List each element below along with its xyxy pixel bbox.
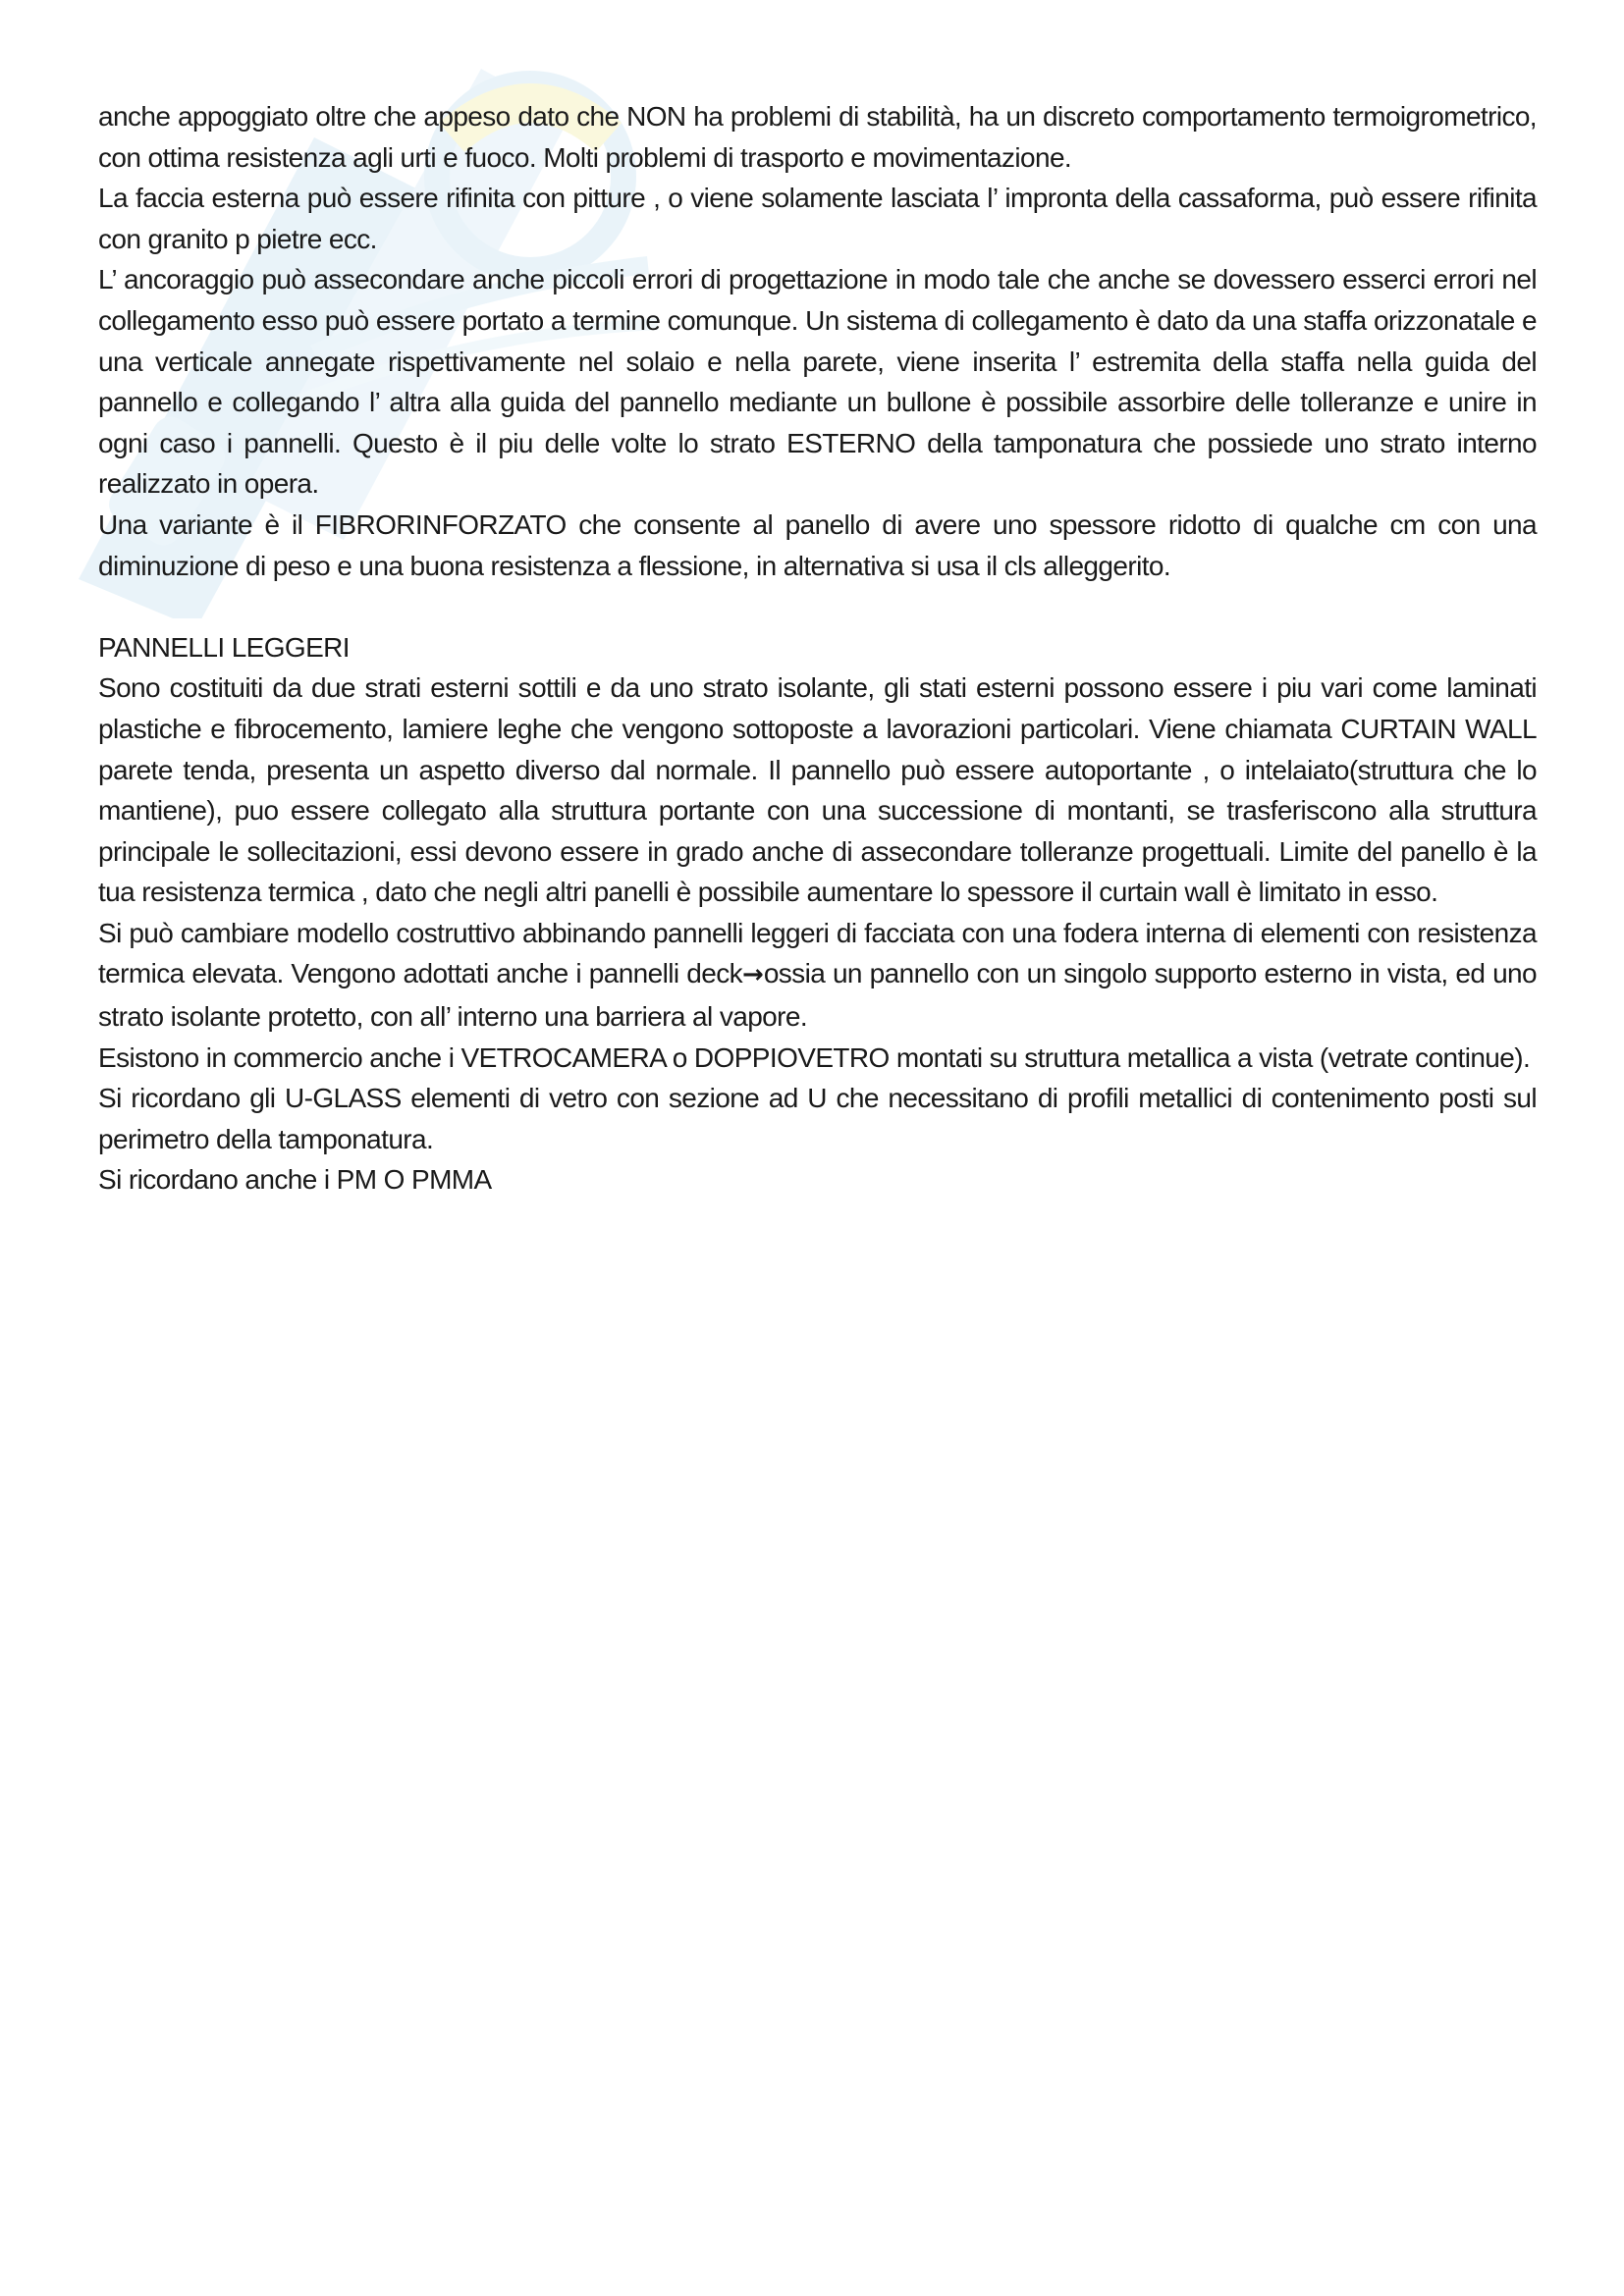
paragraph-stability: anche appoggiato oltre che appeso dato che NON ha problemi di stabilità, ha un discreto comportamento termoigrometrico, con ottima resistenza agli urti e fuoco. Molti problemi di trasporto e movimentazione. xyxy=(98,101,1537,173)
section-heading-light-panels: PANNELLI LEGGERI xyxy=(98,631,350,663)
paragraph-pmma: Si ricordano anche i PM O PMMA xyxy=(98,1164,492,1196)
paragraph-u-glass: Si ricordano gli U-GLASS elementi di vetro con sezione ad U che necessitano di profili metallici di contenimento posti sul perimetro della tamponatura. xyxy=(98,1083,1537,1154)
deck-panels-text-end: ossia un pannello con un singolo supporto esterno in vista, ed uno strato isolante protetto, con all’ interno una barriera al vapore. xyxy=(98,958,1537,1033)
paragraph-double-glazing: Esistono in commercio anche i VETROCAMERA o DOPPIOVETRO montati su struttura metallica a vista (vetrate continue). xyxy=(98,1041,1531,1073)
paragraph-anchoring: L’ ancoraggio può assecondare anche piccoli errori di progettazione in modo tale che anche se dovessero esserci errori nel collegamento esso può essere portato a termine comunque. Un sistema di collegamento è dato da una staffa orizzonatale e una verticale annegate rispettivamente nel solaio e nella parete, viene inserita l’ estremita della staffa nella guida del pannello e collegando l’ altra alla guida del pannello mediante un bullone è possibile assorbire delle tolleranze e unire in ogni caso i pannelli. Questo è il piu delle volte lo strato ESTERNO della tamponatura che possiede uno strato interno realizzato in opera. xyxy=(98,264,1537,500)
right-arrow-icon: → xyxy=(742,960,764,990)
paragraph-fibre-reinforced: Una variante è il FIBRORINFORZATO che consente al panello di avere uno spessore ridotto di qualche cm con una diminuzione di peso e una buona resistenza a flessione, in alternativa si usa il cls alleggerito. xyxy=(98,508,1537,581)
paragraph-curtain-wall: Sono costituiti da due strati esterni sottili e da uno strato isolante, gli stati esterni possono essere i piu vari come laminati plastiche e fibrocemento, lamiere leghe che vengono sottoposte a lavorazioni particolari. Viene chiamata CURTAIN WALL parete tenda, presenta un aspetto diverso dal normale. Il pannello può essere autoportante , o intelaiato(struttura che lo mantiene), puo essere collegato alla struttura portante con una successione di montanti, se trasferiscono alla struttura principale le sollecitazioni, essi devono essere in grado anche di assecondare tolleranze progettuali. Limite del panello è la tua resistenza termica , dato che negli altri panelli è possibile aumentare lo spessore il curtain wall è limitato in esso. xyxy=(98,672,1537,908)
paragraph-external-finish: La faccia esterna può essere rifinita con pitture , o viene solamente lasciata l’ impronta della cassaforma, può essere rifinita con granito p pietre ecc. xyxy=(98,183,1537,254)
paragraph-deck-panels xyxy=(98,913,1537,1038)
deck-panels-text-start: Si può cambiare modello costruttivo abbinando pannelli leggeri di facciata con una fodera interna di elementi con resistenza termica elevata. Vengono adottati anche i pannelli deck xyxy=(98,917,1537,989)
document-body xyxy=(98,96,1537,1201)
